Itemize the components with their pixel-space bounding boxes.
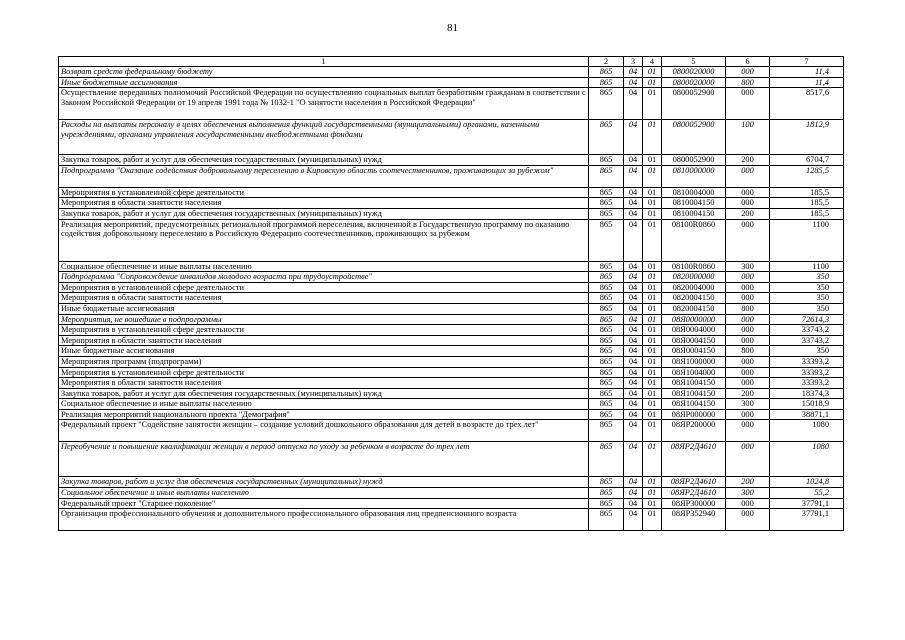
- row-target-article-cell: 0800052900: [662, 120, 726, 155]
- row-expense-type-cell: 000: [726, 378, 770, 389]
- row-section-cell: 04: [624, 335, 643, 346]
- row-section-cell: 04: [624, 88, 643, 120]
- row-expense-type-cell: 100: [726, 120, 770, 155]
- row-name-cell: Социальное обеспечение и иные выплаты населению: [59, 488, 589, 499]
- row-subsection-cell: 01: [643, 314, 662, 325]
- row-subsection-cell: 01: [643, 420, 662, 442]
- row-name-cell: Закупка товаров, работ и услуг для обеспечения государственных (муниципальных) нужд: [59, 155, 589, 166]
- row-expense-type-cell: 000: [726, 165, 770, 187]
- row-subsection-cell: 01: [643, 409, 662, 420]
- row-section-cell: 04: [624, 282, 643, 293]
- row-expense-type-cell: 000: [726, 67, 770, 78]
- row-subsection-cell: 01: [643, 88, 662, 120]
- table-row: [59, 67, 844, 78]
- table-row: [59, 272, 844, 283]
- row-amount-cell: 72614,3: [770, 314, 844, 325]
- row-subsection-cell: 01: [643, 378, 662, 389]
- row-expense-type-cell: 200: [726, 388, 770, 399]
- row-name-cell: Расходы на выплаты персоналу в целях обеспечения выполнения функций государственными (муниципальными) органами, казенными учреждениями, органами управления государственными внебюджетными фондами: [59, 120, 589, 155]
- table-row: [59, 399, 844, 410]
- row-name-cell: Мероприятия в установленной сфере деятельности: [59, 325, 589, 336]
- row-expense-type-cell: 300: [726, 261, 770, 272]
- header-col-4: 4: [643, 57, 662, 67]
- row-ministry-code-cell: 865: [589, 208, 624, 219]
- row-ministry-code-cell: 865: [589, 77, 624, 88]
- table-row: [59, 219, 844, 261]
- row-subsection-cell: 01: [643, 67, 662, 78]
- row-name-cell: Мероприятия программ (подпрограмм): [59, 356, 589, 367]
- row-ministry-code-cell: 865: [589, 509, 624, 531]
- header-col-5: 5: [662, 57, 726, 67]
- row-section-cell: 04: [624, 325, 643, 336]
- row-amount-cell: 350: [770, 282, 844, 293]
- row-amount-cell: 33393,2: [770, 367, 844, 378]
- row-target-article-cell: 0820000000: [662, 272, 726, 283]
- row-name-cell: Федеральный проект "Старшее поколение": [59, 498, 589, 509]
- row-ministry-code-cell: 865: [589, 165, 624, 187]
- row-subsection-cell: 01: [643, 346, 662, 357]
- page-number: 81: [447, 22, 458, 34]
- row-name-cell: Переобучение и повышение квалификации женщин в период отпуска по уходу за ребенком в возрасте до трех лет: [59, 442, 589, 477]
- row-section-cell: 04: [624, 420, 643, 442]
- row-amount-cell: 185,5: [770, 187, 844, 198]
- table-row: [59, 356, 844, 367]
- row-section-cell: 04: [624, 399, 643, 410]
- row-target-article-cell: 0820004150: [662, 303, 726, 314]
- row-name-cell: Реализация мероприятий, предусмотренных региональной программой переселения, включенной в Государственную программу по оказанию содействия добровольному переселению в Российскую Федерацию соотечественников, проживающих за рубежом: [59, 219, 589, 261]
- row-section-cell: 04: [624, 509, 643, 531]
- row-subsection-cell: 01: [643, 293, 662, 304]
- row-target-article-cell: 08ЯР000000: [662, 409, 726, 420]
- table-row: [59, 282, 844, 293]
- row-section-cell: 04: [624, 477, 643, 488]
- row-expense-type-cell: 200: [726, 477, 770, 488]
- row-section-cell: 04: [624, 356, 643, 367]
- header-col-3: 3: [624, 57, 643, 67]
- row-expense-type-cell: 000: [726, 219, 770, 261]
- header-col-2: 2: [589, 57, 624, 67]
- row-name-cell: Социальное обеспечение и иные выплаты населению: [59, 261, 589, 272]
- row-ministry-code-cell: 865: [589, 282, 624, 293]
- row-amount-cell: 1285,5: [770, 165, 844, 187]
- row-section-cell: 04: [624, 388, 643, 399]
- table-row: [59, 187, 844, 198]
- row-ministry-code-cell: 865: [589, 187, 624, 198]
- row-amount-cell: 1024,8: [770, 477, 844, 488]
- row-name-cell: Подпрограмма "Сопровождение инвалидов молодого возраста при трудоустройстве": [59, 272, 589, 283]
- row-section-cell: 04: [624, 378, 643, 389]
- row-section-cell: 04: [624, 208, 643, 219]
- row-ministry-code-cell: 865: [589, 120, 624, 155]
- row-amount-cell: 185,5: [770, 208, 844, 219]
- row-amount-cell: 55,2: [770, 488, 844, 499]
- table-row: [59, 488, 844, 499]
- row-expense-type-cell: 000: [726, 282, 770, 293]
- row-target-article-cell: 08Я1004150: [662, 399, 726, 410]
- row-name-cell: Социальное обеспечение и иные выплаты населению: [59, 399, 589, 410]
- row-section-cell: 04: [624, 488, 643, 499]
- row-amount-cell: 15018,9: [770, 399, 844, 410]
- row-target-article-cell: 08Я0004000: [662, 325, 726, 336]
- row-expense-type-cell: 000: [726, 409, 770, 420]
- table-row: [59, 346, 844, 357]
- row-expense-type-cell: 800: [726, 346, 770, 357]
- row-amount-cell: 1100: [770, 219, 844, 261]
- row-expense-type-cell: 300: [726, 399, 770, 410]
- row-target-article-cell: 0800020000: [662, 77, 726, 88]
- row-ministry-code-cell: 865: [589, 356, 624, 367]
- row-name-cell: Иные бюджетные ассигнования: [59, 346, 589, 357]
- row-ministry-code-cell: 865: [589, 272, 624, 283]
- row-ministry-code-cell: 865: [589, 367, 624, 378]
- row-subsection-cell: 01: [643, 261, 662, 272]
- row-subsection-cell: 01: [643, 77, 662, 88]
- row-ministry-code-cell: 865: [589, 67, 624, 78]
- budget-table: [58, 56, 844, 531]
- row-target-article-cell: 08Я0004150: [662, 335, 726, 346]
- row-subsection-cell: 01: [643, 282, 662, 293]
- row-target-article-cell: 08Я0000000: [662, 314, 726, 325]
- row-subsection-cell: 01: [643, 335, 662, 346]
- row-section-cell: 04: [624, 346, 643, 357]
- table-row: [59, 88, 844, 120]
- row-name-cell: Закупка товаров, работ и услуг для обеспечения государственных (муниципальных) нужд: [59, 477, 589, 488]
- row-ministry-code-cell: 865: [589, 378, 624, 389]
- row-amount-cell: 37791,1: [770, 498, 844, 509]
- row-target-article-cell: 08Я1004150: [662, 388, 726, 399]
- row-expense-type-cell: 000: [726, 335, 770, 346]
- row-amount-cell: 350: [770, 346, 844, 357]
- row-subsection-cell: 01: [643, 477, 662, 488]
- row-target-article-cell: 08Я0004150: [662, 346, 726, 357]
- row-section-cell: 04: [624, 120, 643, 155]
- row-name-cell: Мероприятия в установленной сфере деятельности: [59, 367, 589, 378]
- row-subsection-cell: 01: [643, 356, 662, 367]
- row-expense-type-cell: 000: [726, 356, 770, 367]
- row-amount-cell: 350: [770, 293, 844, 304]
- row-amount-cell: 37791,1: [770, 509, 844, 531]
- table-row: [59, 442, 844, 477]
- row-name-cell: Мероприятия, не вошедшие в подпрограммы: [59, 314, 589, 325]
- row-amount-cell: 33393,2: [770, 356, 844, 367]
- table-row: [59, 120, 844, 155]
- row-section-cell: 04: [624, 314, 643, 325]
- row-target-article-cell: 08ЯР2Д4610: [662, 488, 726, 499]
- row-amount-cell: 350: [770, 303, 844, 314]
- row-section-cell: 04: [624, 409, 643, 420]
- table-row: [59, 509, 844, 531]
- row-subsection-cell: 01: [643, 498, 662, 509]
- table-row: [59, 314, 844, 325]
- row-ministry-code-cell: 865: [589, 399, 624, 410]
- row-ministry-code-cell: 865: [589, 488, 624, 499]
- row-ministry-code-cell: 865: [589, 155, 624, 166]
- row-section-cell: 04: [624, 367, 643, 378]
- row-subsection-cell: 01: [643, 488, 662, 499]
- row-subsection-cell: 01: [643, 187, 662, 198]
- row-ministry-code-cell: 865: [589, 293, 624, 304]
- row-ministry-code-cell: 865: [589, 325, 624, 336]
- row-target-article-cell: 0810004150: [662, 208, 726, 219]
- row-subsection-cell: 01: [643, 208, 662, 219]
- row-subsection-cell: 01: [643, 155, 662, 166]
- row-expense-type-cell: 000: [726, 272, 770, 283]
- row-target-article-cell: 08100R0860: [662, 219, 726, 261]
- row-name-cell: Закупка товаров, работ и услуг для обеспечения государственных (муниципальных) нужд: [59, 208, 589, 219]
- row-target-article-cell: 0810004000: [662, 187, 726, 198]
- table-row: [59, 155, 844, 166]
- row-subsection-cell: 01: [643, 165, 662, 187]
- row-ministry-code-cell: 865: [589, 314, 624, 325]
- row-expense-type-cell: 200: [726, 208, 770, 219]
- table-row: [59, 367, 844, 378]
- row-subsection-cell: 01: [643, 442, 662, 477]
- table-row: [59, 208, 844, 219]
- row-ministry-code-cell: 865: [589, 346, 624, 357]
- row-amount-cell: 1100: [770, 261, 844, 272]
- row-ministry-code-cell: 865: [589, 477, 624, 488]
- row-name-cell: Мероприятия в установленной сфере деятельности: [59, 282, 589, 293]
- row-amount-cell: 6704,7: [770, 155, 844, 166]
- row-ministry-code-cell: 865: [589, 388, 624, 399]
- row-ministry-code-cell: 865: [589, 261, 624, 272]
- row-target-article-cell: 0820004150: [662, 293, 726, 304]
- row-expense-type-cell: 300: [726, 488, 770, 499]
- table-row: [59, 198, 844, 209]
- row-name-cell: Мероприятия в области занятости населения: [59, 378, 589, 389]
- row-expense-type-cell: 000: [726, 367, 770, 378]
- row-section-cell: 04: [624, 261, 643, 272]
- row-subsection-cell: 01: [643, 219, 662, 261]
- header-col-1: 1: [59, 57, 589, 67]
- row-target-article-cell: 0810000000: [662, 165, 726, 187]
- table-row: [59, 388, 844, 399]
- row-subsection-cell: 01: [643, 325, 662, 336]
- row-section-cell: 04: [624, 67, 643, 78]
- row-section-cell: 04: [624, 219, 643, 261]
- table-row: [59, 303, 844, 314]
- row-target-article-cell: 08ЯР2Д4610: [662, 442, 726, 477]
- row-target-article-cell: 08ЯР200000: [662, 420, 726, 442]
- row-amount-cell: 11,4: [770, 77, 844, 88]
- table-row: [59, 261, 844, 272]
- row-target-article-cell: 08Я1004000: [662, 367, 726, 378]
- row-amount-cell: 1812,9: [770, 120, 844, 155]
- row-amount-cell: 1080: [770, 442, 844, 477]
- row-expense-type-cell: 000: [726, 187, 770, 198]
- row-target-article-cell: 08100R0860: [662, 261, 726, 272]
- table-row: [59, 165, 844, 187]
- row-section-cell: 04: [624, 498, 643, 509]
- row-target-article-cell: 0800020000: [662, 67, 726, 78]
- row-subsection-cell: 01: [643, 399, 662, 410]
- row-ministry-code-cell: 865: [589, 303, 624, 314]
- row-section-cell: 04: [624, 198, 643, 209]
- row-name-cell: Закупка товаров, работ и услуг для обеспечения государственных (муниципальных) нужд: [59, 388, 589, 399]
- row-ministry-code-cell: 865: [589, 409, 624, 420]
- row-expense-type-cell: 200: [726, 155, 770, 166]
- row-name-cell: Мероприятия в области занятости населения: [59, 293, 589, 304]
- row-expense-type-cell: 000: [726, 509, 770, 531]
- row-expense-type-cell: 800: [726, 77, 770, 88]
- row-section-cell: 04: [624, 155, 643, 166]
- row-name-cell: Иные бюджетные ассигнования: [59, 77, 589, 88]
- row-section-cell: 04: [624, 293, 643, 304]
- row-section-cell: 04: [624, 187, 643, 198]
- row-amount-cell: 185,5: [770, 198, 844, 209]
- row-section-cell: 04: [624, 272, 643, 283]
- row-section-cell: 04: [624, 77, 643, 88]
- row-expense-type-cell: 800: [726, 303, 770, 314]
- row-amount-cell: 8517,6: [770, 88, 844, 120]
- row-section-cell: 04: [624, 303, 643, 314]
- table-row: [59, 335, 844, 346]
- row-ministry-code-cell: 865: [589, 335, 624, 346]
- table-body: [59, 67, 844, 531]
- table-header-row: [59, 57, 844, 67]
- row-amount-cell: 350: [770, 272, 844, 283]
- row-expense-type-cell: 000: [726, 198, 770, 209]
- row-subsection-cell: 01: [643, 198, 662, 209]
- row-amount-cell: 18374,3: [770, 388, 844, 399]
- row-expense-type-cell: 000: [726, 498, 770, 509]
- row-ministry-code-cell: 865: [589, 198, 624, 209]
- row-name-cell: Осуществление переданных полномочий Российской Федерации по осуществлению социальных выплат безработным гражданам в соответствии с Законом Российской Федерации от 19 апреля 1991 года № 1032-1 "О занятости населения в Российской Федерации": [59, 88, 589, 120]
- row-name-cell: Иные бюджетные ассигнования: [59, 303, 589, 314]
- row-ministry-code-cell: 865: [589, 442, 624, 477]
- row-name-cell: Федеральный проект "Содействие занятости женщин – создание условий дошкольного образования для детей в возрасте до трех лет": [59, 420, 589, 442]
- row-subsection-cell: 01: [643, 303, 662, 314]
- row-ministry-code-cell: 865: [589, 498, 624, 509]
- row-section-cell: 04: [624, 165, 643, 187]
- table-row: [59, 325, 844, 336]
- row-subsection-cell: 01: [643, 272, 662, 283]
- row-target-article-cell: 08ЯР2Д4610: [662, 477, 726, 488]
- row-target-article-cell: 08Я1000000: [662, 356, 726, 367]
- row-amount-cell: 33743,2: [770, 325, 844, 336]
- table-row: [59, 477, 844, 488]
- row-target-article-cell: 08Я1004150: [662, 378, 726, 389]
- row-amount-cell: 33743,2: [770, 335, 844, 346]
- row-subsection-cell: 01: [643, 388, 662, 399]
- row-amount-cell: 38871,1: [770, 409, 844, 420]
- row-ministry-code-cell: 865: [589, 219, 624, 261]
- row-name-cell: Возврат средств федеральному бюджету: [59, 67, 589, 78]
- row-expense-type-cell: 000: [726, 420, 770, 442]
- table-row: [59, 77, 844, 88]
- row-target-article-cell: 0820004000: [662, 282, 726, 293]
- table-row: [59, 498, 844, 509]
- row-section-cell: 04: [624, 442, 643, 477]
- table-row: [59, 409, 844, 420]
- row-name-cell: Мероприятия в установленной сфере деятельности: [59, 187, 589, 198]
- table-row: [59, 293, 844, 304]
- row-target-article-cell: 0800052900: [662, 155, 726, 166]
- row-name-cell: Мероприятия в области занятости населения: [59, 335, 589, 346]
- row-amount-cell: 33393,2: [770, 378, 844, 389]
- row-expense-type-cell: 000: [726, 293, 770, 304]
- row-expense-type-cell: 000: [726, 442, 770, 477]
- header-col-6: 6: [726, 57, 770, 67]
- table-row: [59, 420, 844, 442]
- row-name-cell: Подпрограмма "Оказание содействия добровольному переселению в Кировскую область соотечественников, проживающих за рубежом": [59, 165, 589, 187]
- row-expense-type-cell: 000: [726, 88, 770, 120]
- row-name-cell: Реализация мероприятий национального проекта "Демография": [59, 409, 589, 420]
- row-target-article-cell: 0800052900: [662, 88, 726, 120]
- row-target-article-cell: 08ЯР352940: [662, 509, 726, 531]
- row-subsection-cell: 01: [643, 120, 662, 155]
- row-name-cell: Организация профессионального обучения и дополнительного профессионального образования лиц предпенсионного возраста: [59, 509, 589, 531]
- row-ministry-code-cell: 865: [589, 88, 624, 120]
- row-target-article-cell: 08ЯР300000: [662, 498, 726, 509]
- table-row: [59, 378, 844, 389]
- row-subsection-cell: 01: [643, 367, 662, 378]
- row-target-article-cell: 0810004150: [662, 198, 726, 209]
- row-expense-type-cell: 000: [726, 325, 770, 336]
- row-ministry-code-cell: 865: [589, 420, 624, 442]
- row-subsection-cell: 01: [643, 509, 662, 531]
- row-amount-cell: 1080: [770, 420, 844, 442]
- row-name-cell: Мероприятия в области занятости населения: [59, 198, 589, 209]
- row-expense-type-cell: 000: [726, 314, 770, 325]
- header-col-7: 7: [770, 57, 844, 67]
- row-amount-cell: 11,4: [770, 67, 844, 78]
